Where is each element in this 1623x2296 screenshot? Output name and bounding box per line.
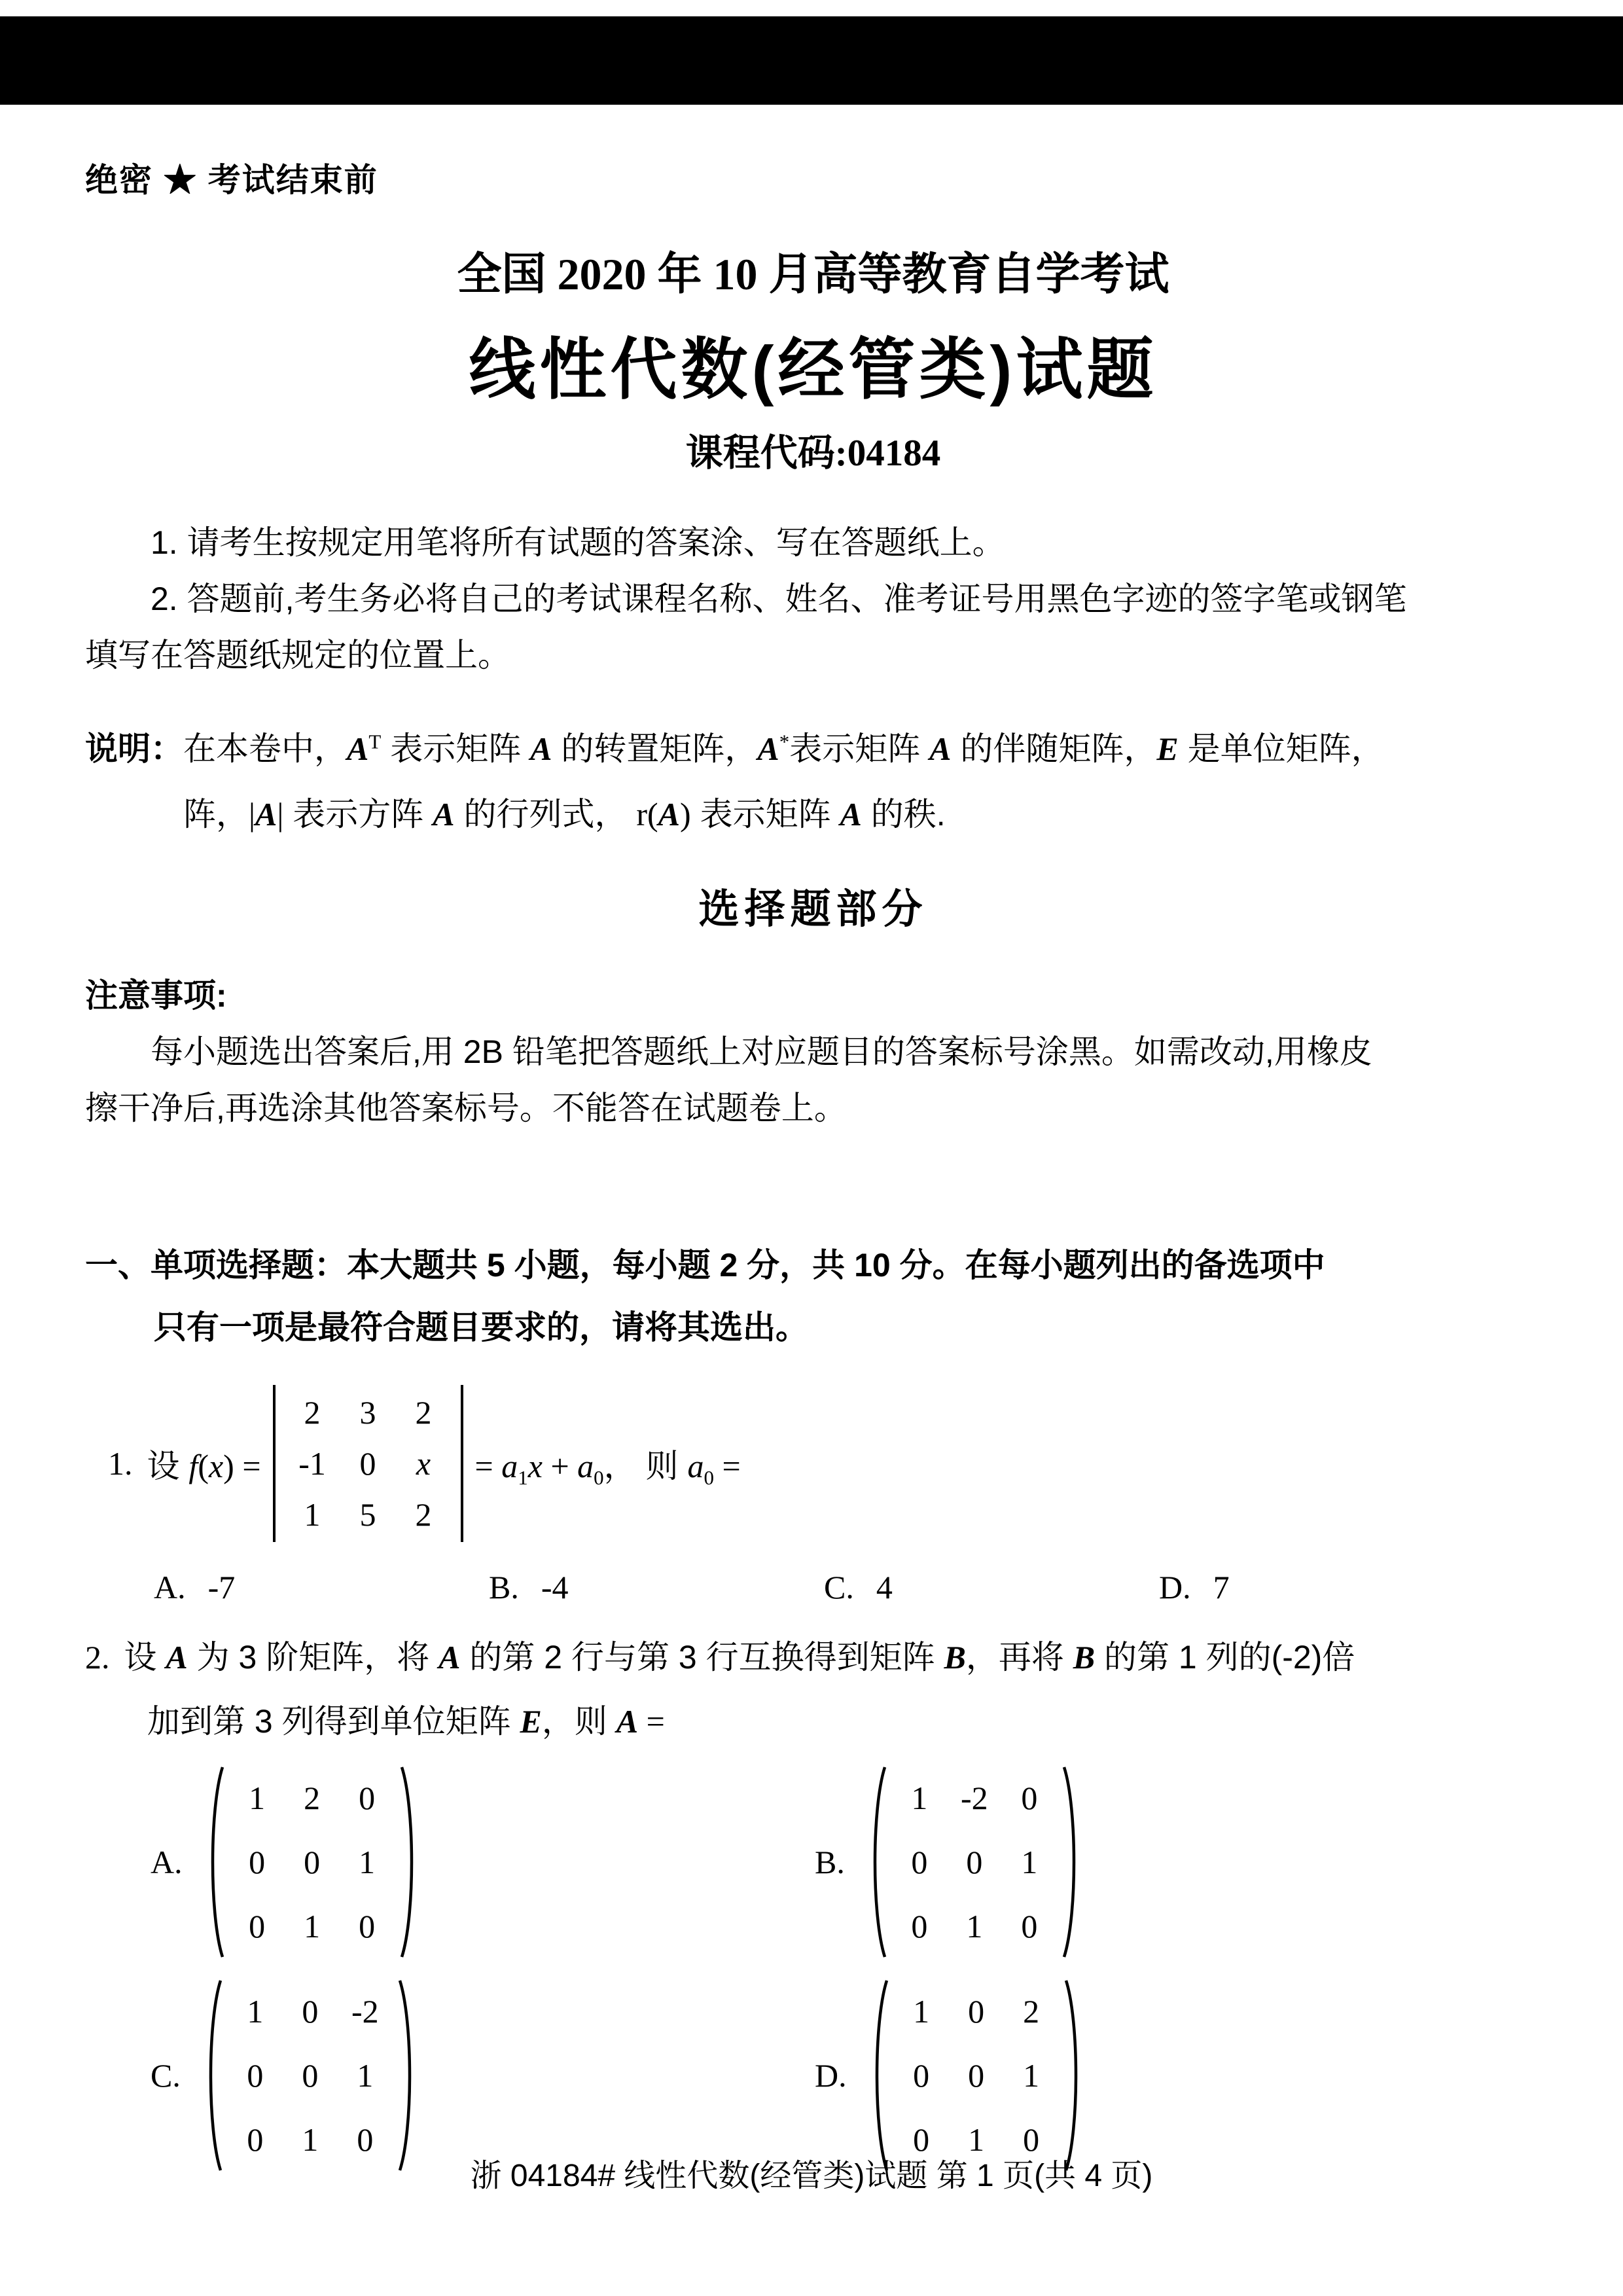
matrix-wrap [865,1761,1084,1963]
math-token: | [277,796,284,833]
option-label: A. [154,1569,186,1605]
matrix-cell: 1 [304,1908,321,1945]
remark-line-2 [183,781,1541,847]
matrix-paren-left [866,1977,889,2174]
matrix-cell: 0 [249,1844,266,1880]
notes-line-2: 擦干净后,再选涂其他答案标号。不能答在试题卷上。 [85,1090,847,1126]
math-token: 1 [518,1466,528,1489]
matrix-cell: 1 [359,1844,376,1880]
math-token: A [929,730,952,767]
math-token: 为 3 阶矩阵，将 [187,1639,439,1676]
math-token: ，则 [541,1703,616,1740]
q1-option-c [824,1568,1159,1606]
part1-heading-line-1: 一、单项选择题：本大题共 5 小题，每小题 2 分，共 10 分。在每小题列出的备选项中 [85,1247,1325,1283]
math-token: 0 [594,1466,604,1489]
matrix-cell: 0 [247,2121,264,2158]
math-token: 的第 1 列的(-2)倍 [1095,1639,1355,1676]
math-token: ( [198,1448,209,1484]
matrix-cell: 0 [966,1844,983,1880]
option-label: C. [824,1569,854,1605]
matrix-cell: 1 [1023,2057,1040,2094]
matrix-cell: 0 [359,1780,376,1816]
matrix-b [887,1780,1062,1945]
math-token: ) [680,796,691,833]
matrix-paren-right [398,1977,420,2174]
q2-option-a [151,1761,815,1963]
math-token: a [687,1448,704,1484]
matrix-cell: 0 [302,1993,319,2030]
q1-formula-prefix [147,1440,261,1487]
math-token: 在本卷中， [183,730,347,767]
matrix-cell: 0 [359,1445,376,1482]
math-token: 阵， [183,796,249,833]
matrix-cell: 0 [911,1844,928,1880]
math-token: 0 [704,1466,714,1489]
remark-label: 说明： [85,730,183,767]
matrix-cell: 1 [302,2121,319,2158]
math-token: A [840,796,862,833]
matrix-cell: 0 [1023,2121,1040,2158]
notice-item-1: 1. 请考生按规定用笔将所有试题的答案涂、写在答题纸上。 [151,524,1005,561]
q1-option-b [489,1568,824,1606]
option-label: D. [1159,1569,1191,1605]
math-token: f [188,1448,198,1484]
matrix-cell: 2 [304,1780,321,1816]
math-token: a [501,1448,518,1484]
matrix-cell: 0 [247,2057,264,2094]
math-token: 设 [124,1639,166,1676]
matrix-cell: 0 [968,1993,985,2030]
math-token: 的转置矩阵， [552,730,758,767]
exam-title: 线性代数(经管类)试题 [469,332,1158,407]
math-token: A [757,730,779,767]
math-token: A [255,796,277,833]
math-token: * [779,730,790,753]
matrix-wrap [200,1975,420,2176]
math-token: 表示矩阵 [789,730,930,767]
math-token: B [944,1639,966,1676]
matrix-cell: 1 [249,1780,266,1816]
q2-options-row-1 [151,1761,1541,1963]
remark-body [183,716,1541,847]
matrix-cell: 0 [302,2057,319,2094]
matrix-paren-right [1064,1977,1086,2174]
math-token: = [638,1703,665,1740]
q1-options [154,1568,1541,1606]
question-2-line-2 [147,1693,1541,1749]
option-value: 4 [876,1569,893,1605]
math-token: ， 则 [603,1448,688,1484]
math-token: A [347,730,369,767]
math-token: E [520,1703,542,1740]
option-label: B. [815,1844,845,1880]
matrix-paren-left [200,1977,223,2174]
math-token: A [433,796,455,833]
matrix-d [889,1993,1064,2158]
matrix-cell: 0 [249,1908,266,1945]
matrix-cell: 0 [1021,1780,1038,1816]
option-value: -4 [541,1569,569,1605]
question-1 [108,1385,1541,1542]
matrix-cell: 2 [304,1394,321,1431]
math-token: A [438,1639,461,1676]
matrix-cell: -2 [351,1993,379,2030]
math-token: r( [636,796,658,833]
math-token: x [527,1448,543,1484]
section-title: 选择题部分 [698,887,928,932]
matrix-cell: 0 [968,2057,985,2094]
math-token: | [249,796,256,833]
matrix-cell: 0 [1021,1908,1038,1945]
math-token: 的伴随矩阵， [951,730,1157,767]
math-token: 表示矩阵 [381,730,531,767]
math-token: A [530,730,552,767]
matrix-wrap [866,1975,1086,2176]
notice-item-2-line-2: 填写在答题纸规定的位置上。 [85,637,510,673]
remark-block [85,716,1541,847]
part1-heading [85,1234,1541,1359]
math-token: E [1156,730,1179,767]
math-token: = [474,1448,502,1484]
matrix-paren-right [400,1764,422,1960]
math-token: 设 [147,1448,189,1484]
question-1-number: 1. [108,1445,133,1482]
option-label: A. [151,1844,183,1880]
math-token: 的行列式， [454,796,637,833]
math-token: a [577,1448,594,1484]
q2-option-d [815,1975,1479,2176]
notice-item-2-line-1: 2. 答题前,考生务必将自己的考试课程名称、姓名、准考证号用黑色字迹的签字笔或钢笔 [151,581,1407,617]
math-token: = [713,1448,741,1484]
matrix-cell: 2 [415,1496,432,1533]
matrix-cell: 0 [357,2121,374,2158]
notes-block [85,967,1541,1136]
question-2 [85,1629,1541,1685]
math-token: x [208,1448,224,1484]
math-token: 的第 2 行与第 3 行互换得到矩阵 [460,1639,944,1676]
math-token: 是单位矩阵， [1178,730,1384,767]
matrix-cell: 3 [359,1394,376,1431]
q1-formula-suffix [475,1440,741,1487]
matrix-paren-right [1062,1764,1084,1960]
matrix-cell: 5 [359,1496,376,1533]
option-label: B. [489,1569,519,1605]
math-token: A [166,1639,188,1676]
q2-option-c [151,1975,815,2176]
matrix-cell: 0 [913,2121,930,2158]
math-token: ) = [223,1448,261,1484]
course-code: 课程代码:04184 [685,433,941,474]
matrix-cell: x [416,1445,431,1482]
question-2-line-1 [124,1629,1355,1685]
matrix-cell: 0 [913,2057,930,2094]
matrix-cell: -2 [961,1780,988,1816]
matrix-cell: 1 [968,2121,985,2158]
page-content [85,154,1541,2176]
exam-session-title: 全国 2020 年 10 月高等教育自学考试 [457,249,1169,299]
math-token: A [658,796,681,833]
q2-options-row-2 [151,1975,1541,2176]
matrix-paren-left [865,1764,887,1960]
math-token: 的秩. [861,796,946,833]
q1-option-d [1159,1568,1494,1606]
option-label: C. [151,2057,181,2094]
q1-determinant [273,1385,463,1542]
part1-heading-line-2: 只有一项是最符合题目要求的，请将其选出。 [154,1309,808,1346]
matrix-cell: 0 [304,1844,321,1880]
matrix-cell: 1 [913,1993,930,2030]
matrix-c [223,1993,398,2158]
math-token: 加到第 3 列得到单位矩阵 [147,1703,520,1740]
matrix-cell: 1 [357,2057,374,2094]
notes-line-1: 每小题选出答案后,用 2B 铅笔把答题纸上对应题目的答案标号涂黑。如需改动,用橡皮 [151,1033,1372,1070]
math-token: 表示矩阵 [690,796,840,833]
matrix-a [224,1780,400,1945]
option-label: D. [815,2057,847,2094]
matrix-cell: 2 [415,1394,432,1431]
matrix-cell: 2 [1023,1993,1040,2030]
remark-line-1 [183,716,1541,781]
matrix-cell: 0 [911,1908,928,1945]
page-footer: 浙 04184# 线性代数(经管类)试题 第 1 页(共 4 页) [470,2159,1153,2193]
matrix-cell: 1 [1021,1844,1038,1880]
math-token: B [1073,1639,1096,1676]
q2-option-b [815,1761,1479,1963]
matrix-cell: 1 [911,1780,928,1816]
notes-label: 注意事项: [85,977,227,1014]
security-label: 绝密 ★ 考试结束前 [85,162,378,198]
math-token: A [616,1703,639,1740]
matrix-wrap [202,1761,422,1963]
scan-black-bar [0,16,1623,105]
math-token: 表示方阵 [283,796,433,833]
matrix-cell: -1 [298,1445,326,1482]
math-token: + [542,1448,578,1484]
matrix-cell: 1 [247,1993,264,2030]
notice-block [85,514,1541,683]
question-2-number: 2. [85,1639,110,1676]
matrix-cell: 0 [359,1908,376,1945]
matrix-cell: 1 [966,1908,983,1945]
option-value: 7 [1213,1569,1230,1605]
math-token: T [368,730,382,753]
math-token: ，再将 [965,1639,1073,1676]
option-value: -7 [207,1569,236,1605]
q1-option-a [154,1568,489,1606]
matrix-paren-left [202,1764,224,1960]
matrix-cell: 1 [304,1496,321,1533]
